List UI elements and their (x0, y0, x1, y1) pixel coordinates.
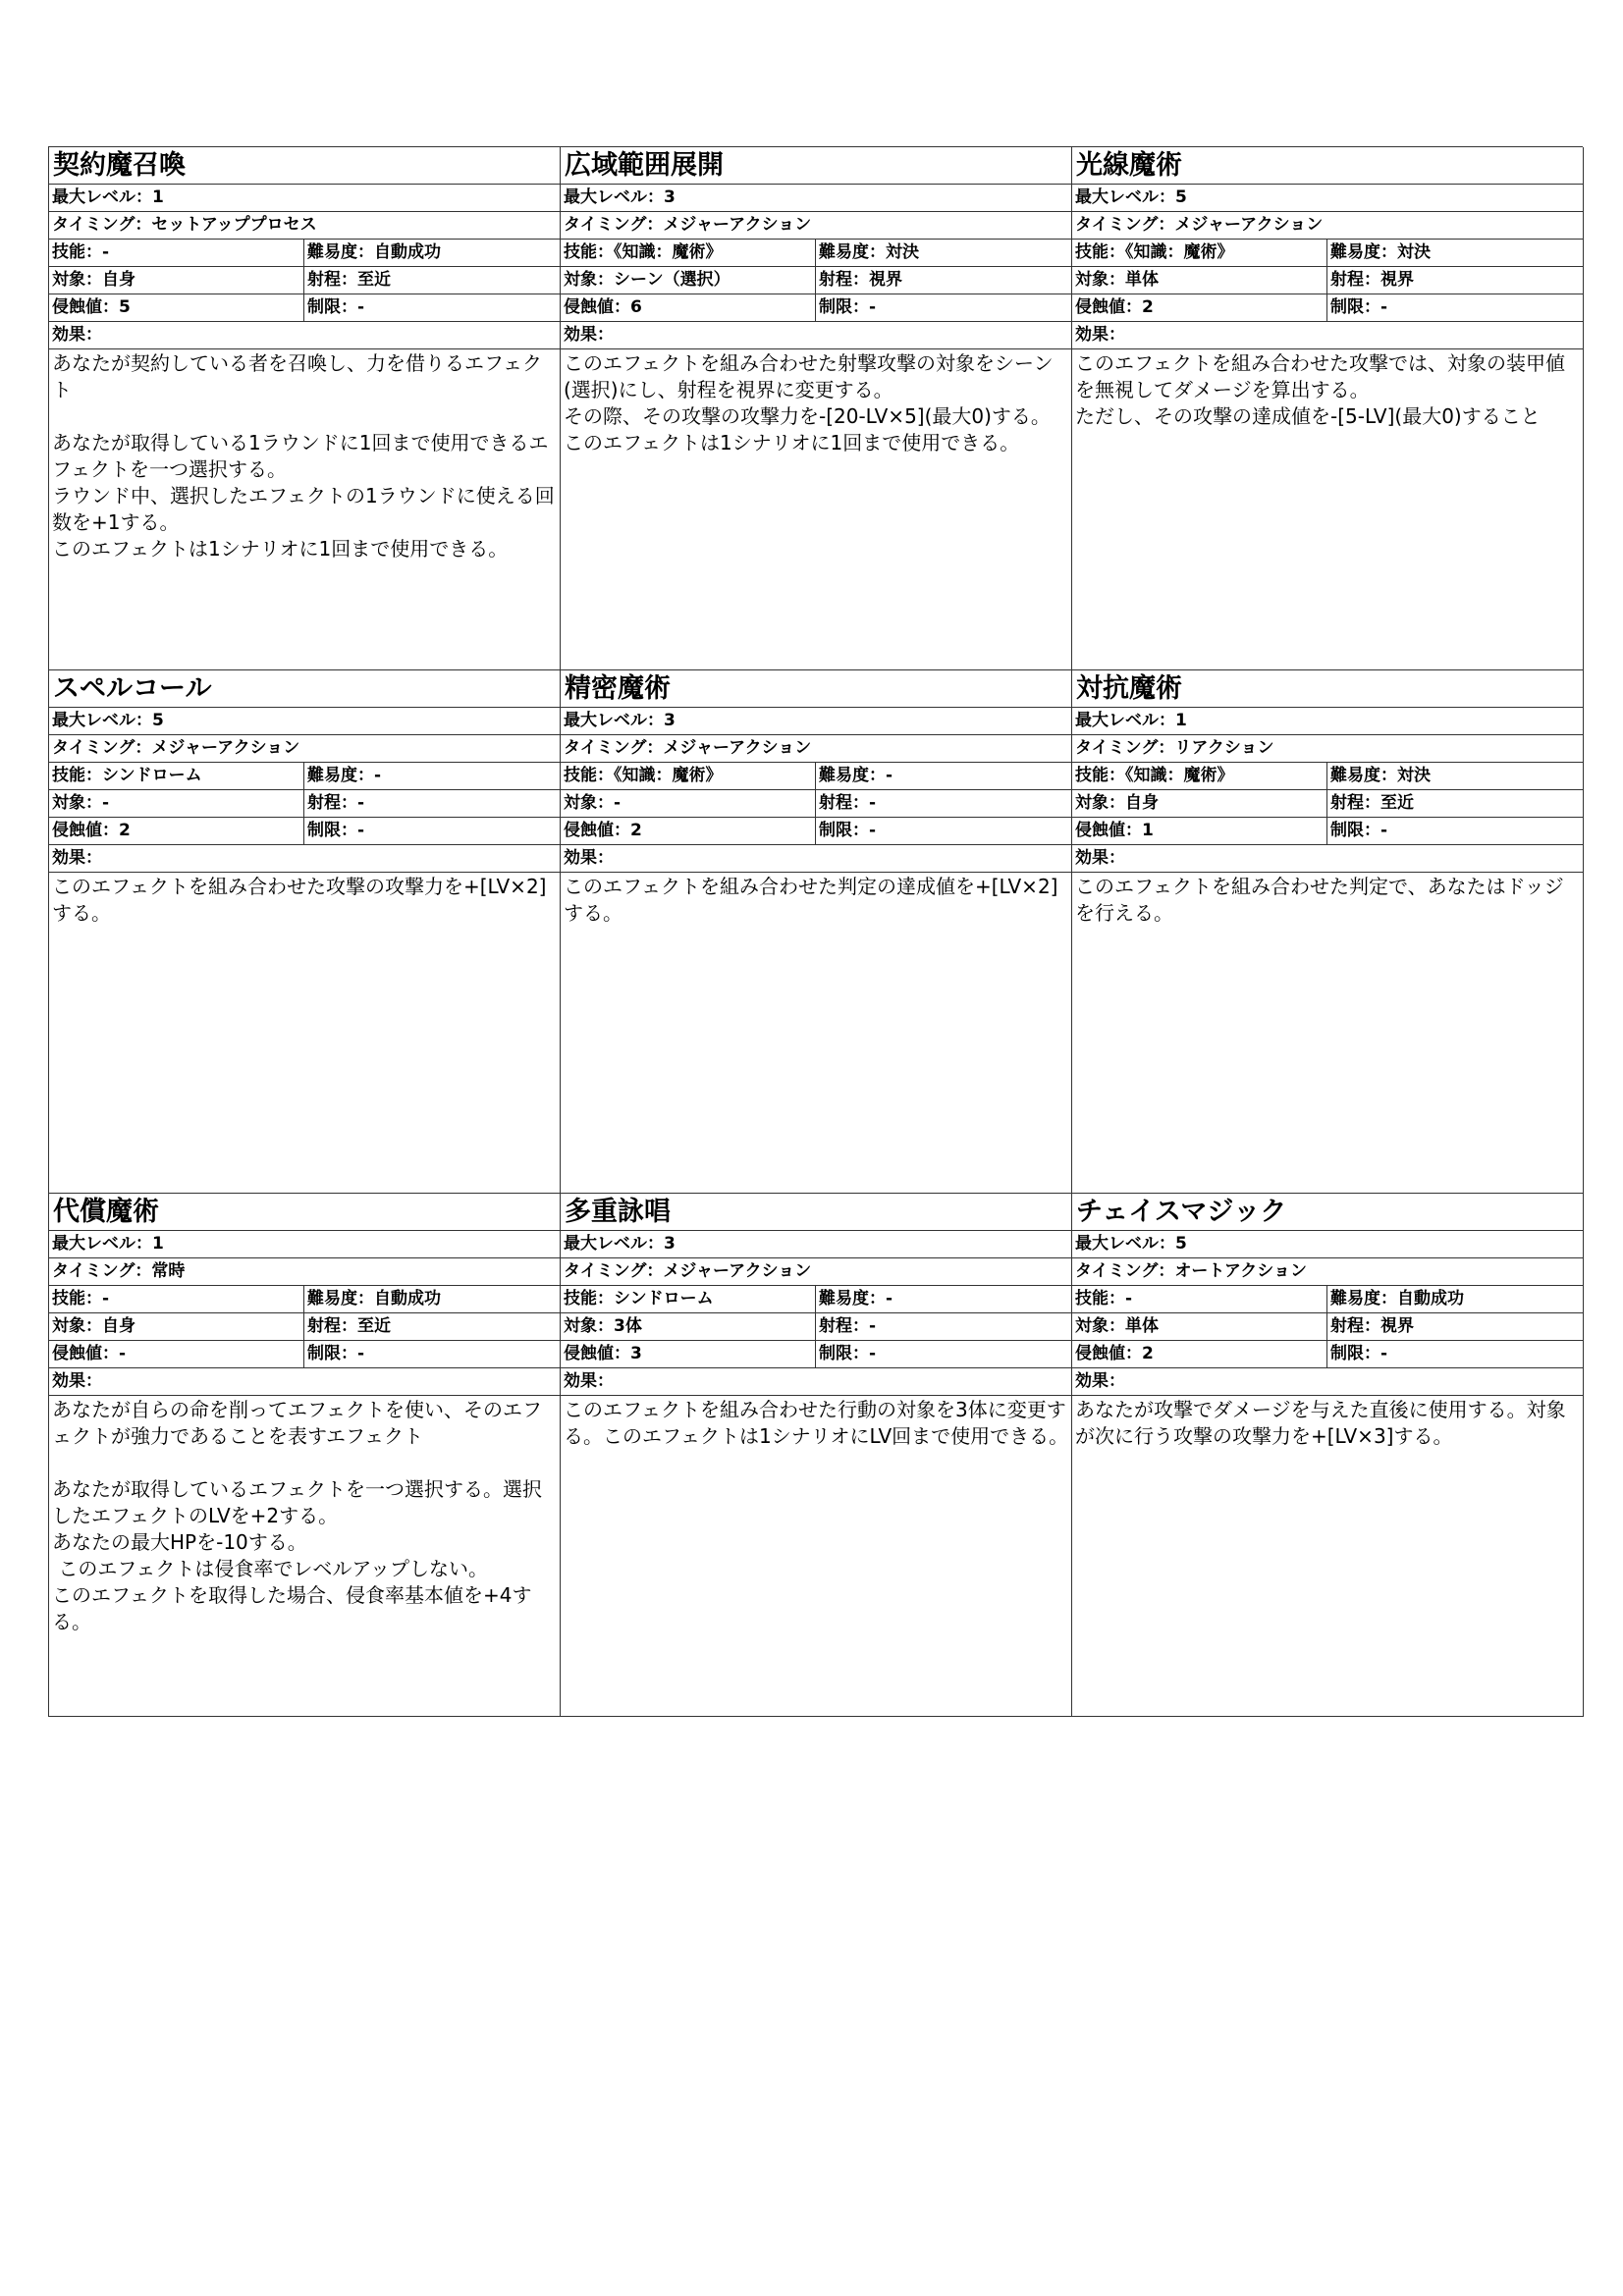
limit-value: - (1380, 297, 1388, 317)
timing-field (561, 735, 1071, 762)
difficulty-label: 難易度： (819, 766, 886, 785)
target-label: 対象： (1075, 793, 1125, 813)
max-level-row (561, 185, 1071, 212)
timing-row (561, 212, 1071, 240)
target-value: 自身 (1125, 793, 1159, 813)
effect-label: 効果： (561, 845, 1071, 873)
effect-label: 効果： (1072, 845, 1583, 873)
range-field (1327, 790, 1583, 817)
difficulty-field (304, 240, 560, 266)
difficulty-field (1327, 1286, 1583, 1312)
erosion-label: 侵蝕値： (1075, 1344, 1142, 1363)
max-level-row (1072, 185, 1583, 212)
skill-difficulty-row (49, 763, 560, 790)
difficulty-label: 難易度： (1330, 1289, 1397, 1308)
timing-value: メジャーアクション (1174, 215, 1324, 235)
limit-value: - (869, 297, 877, 317)
erosion-value: 2 (119, 821, 131, 840)
difficulty-label: 難易度： (1330, 766, 1397, 785)
timing-row (561, 735, 1071, 763)
max-level-label: 最大レベル： (52, 187, 152, 207)
erosion-field (49, 294, 304, 321)
max-level-value: 5 (1175, 1234, 1187, 1254)
difficulty-label: 難易度： (307, 1289, 374, 1308)
skill-label: 技能： (1075, 766, 1125, 785)
max-level-field (49, 708, 560, 734)
erosion-field (561, 818, 816, 844)
max-level-value: 3 (664, 1234, 676, 1254)
skill-label: 技能： (564, 1289, 614, 1308)
effect-card-1 (49, 147, 561, 670)
timing-label: タイミング： (564, 738, 664, 758)
erosion-field (1072, 294, 1327, 321)
skill-label: 技能： (52, 1289, 102, 1308)
difficulty-label: 難易度： (819, 242, 886, 262)
range-label: 射程： (307, 793, 357, 813)
limit-field (816, 294, 1071, 321)
difficulty-value: 対決 (1397, 242, 1431, 262)
erosion-limit-row (49, 818, 560, 845)
effect-name: 広域範囲展開 (561, 147, 1071, 185)
skill-difficulty-row (561, 1286, 1071, 1313)
range-label: 射程： (307, 270, 357, 290)
target-range-row (561, 267, 1071, 294)
erosion-label: 侵蝕値： (52, 821, 119, 840)
effect-card-6 (1072, 670, 1584, 1194)
effect-name: スペルコール (49, 670, 560, 708)
target-field (1072, 1313, 1327, 1340)
max-level-value: 1 (152, 187, 164, 207)
timing-value: メジャーアクション (663, 738, 812, 758)
effect-card-5 (561, 670, 1072, 1194)
limit-label: 制限： (307, 1344, 357, 1363)
limit-label: 制限： (819, 821, 869, 840)
effect-label: 効果： (561, 1368, 1071, 1396)
target-label: 対象： (52, 270, 102, 290)
erosion-label: 侵蝕値： (1075, 297, 1142, 317)
limit-field (1327, 1341, 1583, 1367)
effect-description: あなたが契約している者を召喚し、力を借りるエフェクト あなたが取得している1ラウンドに1回まで使用できるエフェクトを一つ選択する。 ラウンド中、選択したエフェクトの1ラウンドに使える回数を+1する。 このエフェクトは1シナリオに1回まで使用できる。 (52, 351, 555, 561)
range-field (816, 790, 1071, 817)
target-range-row (49, 790, 560, 818)
max-level-row (49, 708, 560, 735)
erosion-limit-row (561, 818, 1071, 845)
effect-card-9 (1072, 1194, 1584, 1717)
range-label: 射程： (819, 1316, 869, 1336)
effect-description: このエフェクトを組み合わせた攻撃の攻撃力を+[LV×2]する。 (52, 875, 547, 925)
effect-name: チェイスマジック (1072, 1194, 1583, 1231)
erosion-value: 2 (1142, 297, 1154, 317)
skill-label: 技能： (1075, 1289, 1125, 1308)
limit-value: - (869, 1344, 877, 1363)
timing-label: タイミング： (52, 738, 152, 758)
skill-label: 技能： (52, 766, 102, 785)
timing-field (561, 212, 1071, 239)
erosion-label: 侵蝕値： (1075, 821, 1142, 840)
erosion-field (49, 818, 304, 844)
effect-description: あなたが攻撃でダメージを与えた直後に使用する。対象が次に行う攻撃の攻撃力を+[LV×3]する。 (1075, 1398, 1566, 1448)
erosion-limit-row (561, 1341, 1071, 1368)
limit-label: 制限： (1330, 1344, 1380, 1363)
range-value: - (869, 1316, 877, 1336)
difficulty-value: - (886, 766, 893, 785)
timing-field (49, 735, 560, 762)
skill-field (1072, 240, 1327, 266)
range-label: 射程： (819, 793, 869, 813)
max-level-label: 最大レベル： (1075, 187, 1175, 207)
effect-name: 対抗魔術 (1072, 670, 1583, 708)
limit-value: - (869, 821, 877, 840)
limit-label: 制限： (307, 297, 357, 317)
limit-label: 制限： (819, 1344, 869, 1363)
skill-field (1072, 1286, 1327, 1312)
max-level-row (1072, 1231, 1583, 1258)
max-level-field (561, 708, 1071, 734)
max-level-label: 最大レベル： (564, 1234, 664, 1254)
difficulty-field (816, 763, 1071, 789)
effect-description: このエフェクトを組み合わせた判定の達成値を+[LV×2]する。 (564, 875, 1058, 925)
erosion-field (561, 294, 816, 321)
max-level-value: 1 (1175, 711, 1187, 730)
timing-field (49, 212, 560, 239)
erosion-field (561, 1341, 816, 1367)
timing-row (1072, 1258, 1583, 1286)
erosion-value: 2 (630, 821, 642, 840)
timing-value: オートアクション (1174, 1261, 1307, 1281)
target-label: 対象： (564, 793, 614, 813)
skill-value: 《知識：魔術》 (1125, 766, 1234, 785)
timing-row (561, 1258, 1071, 1286)
limit-value: - (357, 821, 365, 840)
skill-difficulty-row (1072, 763, 1583, 790)
target-range-row (1072, 790, 1583, 818)
target-range-row (1072, 267, 1583, 294)
range-field (304, 1313, 560, 1340)
max-level-field (49, 185, 560, 211)
erosion-value: 3 (630, 1344, 642, 1363)
range-value: 視界 (869, 270, 902, 290)
erosion-label: 侵蝕値： (52, 1344, 119, 1363)
timing-row (1072, 212, 1583, 240)
timing-value: メジャーアクション (151, 738, 300, 758)
erosion-field (1072, 1341, 1327, 1367)
erosion-value: - (119, 1344, 127, 1363)
skill-field (561, 1286, 816, 1312)
skill-field (561, 240, 816, 266)
skill-difficulty-row (561, 240, 1071, 267)
skill-value: シンドローム (102, 766, 202, 785)
range-value: 至近 (357, 1316, 391, 1336)
erosion-label: 侵蝕値： (564, 1344, 630, 1363)
range-value: 視界 (1380, 1316, 1414, 1336)
skill-field (49, 240, 304, 266)
limit-label: 制限： (307, 821, 357, 840)
max-level-field (561, 1231, 1071, 1257)
effect-name: 契約魔召喚 (49, 147, 560, 185)
effect-label: 効果： (1072, 1368, 1583, 1396)
target-value: - (614, 793, 622, 813)
limit-field (304, 294, 560, 321)
timing-value: メジャーアクション (663, 1261, 812, 1281)
range-field (1327, 1313, 1583, 1340)
max-level-field (1072, 708, 1583, 734)
skill-field (1072, 763, 1327, 789)
difficulty-value: - (374, 766, 382, 785)
erosion-field (49, 1341, 304, 1367)
range-field (816, 267, 1071, 294)
target-field (49, 790, 304, 817)
skill-value: シンドローム (614, 1289, 714, 1308)
max-level-field (49, 1231, 560, 1257)
effect-description: あなたが自らの命を削ってエフェクトを使い、そのエフェクトが強力であることを表すエフェクト あなたが取得しているエフェクトを一つ選択する。選択したエフェクトのLVを+2する。 あなたの最大HPを-10する。 このエフェクトは侵食率でレベルアップしない。 このエフェクトを取得した場合、侵食率基本値を+4する。 (52, 1398, 542, 1633)
erosion-label: 侵蝕値： (564, 821, 630, 840)
skill-value: 《知識：魔術》 (614, 242, 723, 262)
difficulty-value: 対決 (1397, 766, 1431, 785)
skill-label: 技能： (52, 242, 102, 262)
max-level-row (561, 708, 1071, 735)
effect-name: 代償魔術 (49, 1194, 560, 1231)
skill-difficulty-row (49, 1286, 560, 1313)
skill-label: 技能： (564, 242, 614, 262)
limit-field (1327, 294, 1583, 321)
difficulty-label: 難易度： (819, 1289, 886, 1308)
range-value: - (869, 793, 877, 813)
max-level-row (1072, 708, 1583, 735)
timing-value: セットアッププロセス (151, 215, 317, 235)
limit-value: - (1380, 1344, 1388, 1363)
timing-field (1072, 735, 1583, 762)
effect-card-2 (561, 147, 1072, 670)
difficulty-field (304, 1286, 560, 1312)
effect-label: 効果： (49, 1368, 560, 1396)
range-field (816, 1313, 1071, 1340)
target-value: 単体 (1125, 270, 1159, 290)
max-level-label: 最大レベル： (52, 711, 152, 730)
erosion-value: 6 (630, 297, 642, 317)
target-label: 対象： (564, 270, 614, 290)
target-field (561, 267, 816, 294)
timing-label: タイミング： (1075, 215, 1175, 235)
max-level-field (561, 185, 1071, 211)
target-range-row (49, 1313, 560, 1341)
difficulty-field (1327, 240, 1583, 266)
timing-label: タイミング： (564, 1261, 664, 1281)
target-value: 自身 (102, 1316, 135, 1336)
target-field (1072, 267, 1327, 294)
timing-field (49, 1258, 560, 1285)
max-level-field (1072, 185, 1583, 211)
target-field (49, 267, 304, 294)
target-label: 対象： (52, 1316, 102, 1336)
skill-difficulty-row (49, 240, 560, 267)
timing-label: タイミング： (1075, 1261, 1175, 1281)
target-field (1072, 790, 1327, 817)
target-value: 3体 (614, 1316, 642, 1336)
effect-description: このエフェクトを組み合わせた行動の対象を3体に変更する。このエフェクトは1シナリオにLV回まで使用できる。 (564, 1398, 1069, 1448)
difficulty-value: 自動成功 (374, 242, 441, 262)
effect-card-4 (49, 670, 561, 1194)
difficulty-label: 難易度： (307, 766, 374, 785)
target-label: 対象： (52, 793, 102, 813)
timing-label: タイミング： (1075, 738, 1175, 758)
limit-field (816, 1341, 1071, 1367)
target-label: 対象： (564, 1316, 614, 1336)
range-field (1327, 267, 1583, 294)
erosion-label: 侵蝕値： (564, 297, 630, 317)
skill-field (561, 763, 816, 789)
erosion-limit-row (49, 1341, 560, 1368)
range-label: 射程： (1330, 793, 1380, 813)
erosion-value: 2 (1142, 1344, 1154, 1363)
max-level-value: 5 (152, 711, 164, 730)
difficulty-value: 自動成功 (374, 1289, 441, 1308)
timing-field (1072, 1258, 1583, 1285)
effect-name: 精密魔術 (561, 670, 1071, 708)
range-field (304, 790, 560, 817)
limit-label: 制限： (1330, 297, 1380, 317)
difficulty-value: - (886, 1289, 893, 1308)
limit-field (1327, 818, 1583, 844)
target-label: 対象： (1075, 1316, 1125, 1336)
effect-name: 光線魔術 (1072, 147, 1583, 185)
effect-description: このエフェクトを組み合わせた射撃攻撃の対象をシーン(選択)にし、射程を視界に変更する。 その際、その攻撃の攻撃力を-[20-LV×5](最大0)する。このエフェクトは1シナリオに1回まで使用できる。 (564, 351, 1054, 454)
max-level-value: 3 (664, 711, 676, 730)
limit-field (816, 818, 1071, 844)
erosion-field (1072, 818, 1327, 844)
skill-field (49, 1286, 304, 1312)
erosion-label: 侵蝕値： (52, 297, 119, 317)
max-level-value: 5 (1175, 187, 1187, 207)
difficulty-value: 対決 (886, 242, 919, 262)
erosion-limit-row (1072, 818, 1583, 845)
skill-difficulty-row (561, 763, 1071, 790)
timing-value: 常時 (151, 1261, 186, 1281)
max-level-row (49, 185, 560, 212)
max-level-row (561, 1231, 1071, 1258)
erosion-value: 1 (1142, 821, 1154, 840)
max-level-field (1072, 1231, 1583, 1257)
timing-label: タイミング： (52, 215, 152, 235)
difficulty-field (816, 1286, 1071, 1312)
target-range-row (49, 267, 560, 294)
target-range-row (1072, 1313, 1583, 1341)
timing-value: リアクション (1174, 738, 1274, 758)
difficulty-field (816, 240, 1071, 266)
max-level-label: 最大レベル： (1075, 711, 1175, 730)
effect-label: 効果： (49, 845, 560, 873)
range-value: - (357, 793, 365, 813)
skill-field (49, 763, 304, 789)
target-value: - (102, 793, 110, 813)
erosion-limit-row (1072, 1341, 1583, 1368)
effect-card-3 (1072, 147, 1584, 670)
limit-value: - (357, 1344, 365, 1363)
timing-value: メジャーアクション (663, 215, 812, 235)
range-value: 視界 (1380, 270, 1414, 290)
skill-value: - (1125, 1289, 1133, 1308)
timing-field (561, 1258, 1071, 1285)
skill-difficulty-row (1072, 1286, 1583, 1313)
range-label: 射程： (307, 1316, 357, 1336)
skill-label: 技能： (1075, 242, 1125, 262)
max-level-value: 1 (152, 1234, 164, 1254)
range-label: 射程： (1330, 1316, 1380, 1336)
effect-card-sheet (48, 146, 1583, 1717)
target-field (561, 1313, 816, 1340)
range-label: 射程： (1330, 270, 1380, 290)
timing-row (1072, 735, 1583, 763)
erosion-limit-row (49, 294, 560, 322)
erosion-value: 5 (119, 297, 131, 317)
range-value: 至近 (357, 270, 391, 290)
target-range-row (561, 790, 1071, 818)
effect-card-8 (561, 1194, 1072, 1717)
effect-label: 効果： (49, 322, 560, 349)
target-field (49, 1313, 304, 1340)
range-field (304, 267, 560, 294)
difficulty-label: 難易度： (307, 242, 374, 262)
timing-row (49, 1258, 560, 1286)
effect-name: 多重詠唱 (561, 1194, 1071, 1231)
timing-label: タイミング： (52, 1261, 152, 1281)
limit-value: - (357, 297, 365, 317)
max-level-label: 最大レベル： (564, 711, 664, 730)
difficulty-field (1327, 763, 1583, 789)
limit-value: - (1380, 821, 1388, 840)
skill-value: - (102, 1289, 110, 1308)
max-level-label: 最大レベル： (52, 1234, 152, 1254)
effect-description: このエフェクトを組み合わせた攻撃では、対象の装甲値を無視してダメージを算出する。 ただし、その攻撃の達成値を-[5-LV](最大0)すること (1075, 351, 1565, 428)
skill-label: 技能： (564, 766, 614, 785)
erosion-limit-row (561, 294, 1071, 322)
timing-row (49, 212, 560, 240)
timing-field (1072, 212, 1583, 239)
target-label: 対象： (1075, 270, 1125, 290)
effect-card-7 (49, 1194, 561, 1717)
target-value: 単体 (1125, 1316, 1159, 1336)
effect-label: 効果： (1072, 322, 1583, 349)
max-level-label: 最大レベル： (564, 187, 664, 207)
difficulty-label: 難易度： (1330, 242, 1397, 262)
effect-label: 効果： (561, 322, 1071, 349)
skill-value: - (102, 242, 110, 262)
erosion-limit-row (1072, 294, 1583, 322)
target-value: シーン（選択） (614, 270, 730, 290)
limit-field (304, 1341, 560, 1367)
effect-description: このエフェクトを組み合わせた判定で、あなたはドッジを行える。 (1075, 875, 1564, 925)
range-value: 至近 (1380, 793, 1414, 813)
target-value: 自身 (102, 270, 135, 290)
target-range-row (561, 1313, 1071, 1341)
skill-value: 《知識：魔術》 (614, 766, 723, 785)
timing-row (49, 735, 560, 763)
timing-label: タイミング： (564, 215, 664, 235)
range-label: 射程： (819, 270, 869, 290)
skill-difficulty-row (1072, 240, 1583, 267)
difficulty-value: 自動成功 (1397, 1289, 1464, 1308)
max-level-row (49, 1231, 560, 1258)
limit-field (304, 818, 560, 844)
limit-label: 制限： (819, 297, 869, 317)
skill-value: 《知識：魔術》 (1125, 242, 1234, 262)
max-level-value: 3 (664, 187, 676, 207)
limit-label: 制限： (1330, 821, 1380, 840)
difficulty-field (304, 763, 560, 789)
max-level-label: 最大レベル： (1075, 1234, 1175, 1254)
target-field (561, 790, 816, 817)
